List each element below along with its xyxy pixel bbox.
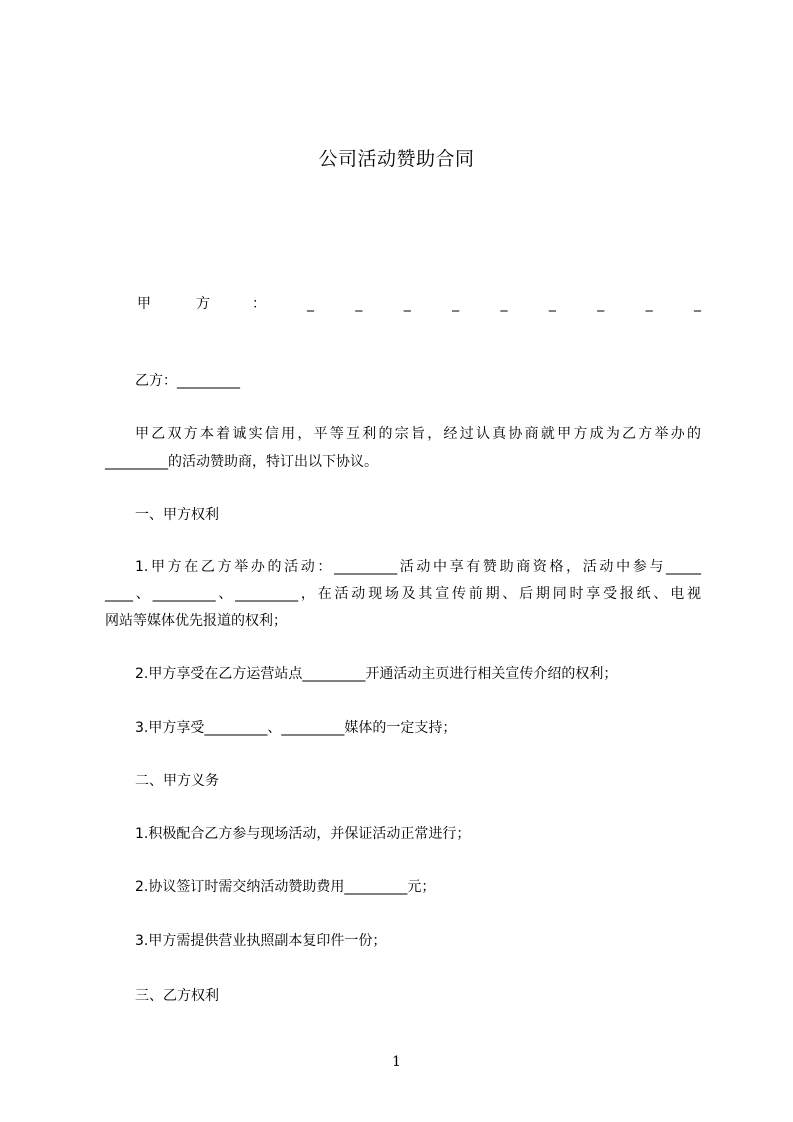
party-a-blank: _ xyxy=(452,296,460,312)
clause-2-2: 2.协议签订时需交纳活动赞助费用_________元； xyxy=(135,879,436,895)
party-a-blank: _ xyxy=(645,296,653,312)
page-number: 1 xyxy=(392,1054,401,1070)
preamble-line-1: 甲乙双方本着诚实信用，平等互利的宗旨，经过认真协商就甲方成为乙方举办的 xyxy=(135,426,701,442)
preamble-line-2: _________的活动赞助商，特订出以下协议。 xyxy=(105,454,378,470)
section-heading-party-a-rights: 一、甲方权利 xyxy=(135,507,219,523)
clause-2-3: 3.甲方需提供营业执照副本复印件一份； xyxy=(135,933,387,949)
party-a-blank: _ xyxy=(307,296,314,312)
party-a-blank: _ xyxy=(548,296,556,312)
clause-1-3: 3.甲方享受_________、_________媒体的一定支持； xyxy=(135,720,457,736)
clause-1-1-line-1: 1.甲方在乙方举办的活动：_________活动中享有赞助商资格，活动中参与_____ xyxy=(135,559,701,575)
party-a-line xyxy=(137,290,701,318)
party-b-line: 乙方：_________ xyxy=(135,373,240,389)
party-a-blanks xyxy=(307,290,701,318)
party-a-label-char2: 方 xyxy=(196,296,210,312)
section-heading-party-a-obligations: 二、甲方义务 xyxy=(135,773,219,789)
page-title: 公司活动赞助合同 xyxy=(318,148,475,170)
party-a-blank: _ xyxy=(500,296,508,312)
clause-1-1-line-2: ____、_________、_________，在活动现场及其宣传前期、后期同时享受报纸、电视 xyxy=(105,586,701,602)
party-a-colon: ： xyxy=(252,296,266,312)
section-heading-party-b-rights: 三、乙方权利 xyxy=(135,988,219,1004)
clause-1-1-line-3: 网站等媒体优先报道的权利； xyxy=(105,613,287,629)
party-a-blank: _ xyxy=(355,296,363,312)
party-a-blank: _ xyxy=(403,296,411,312)
party-a-blank: _ xyxy=(597,296,605,312)
party-a-blank: _ xyxy=(694,296,701,312)
party-a-label-char1: 甲 xyxy=(137,296,151,312)
clause-2-1: 1.积极配合乙方参与现场活动，并保证活动正常进行； xyxy=(135,826,471,842)
clause-1-2: 2.甲方享受在乙方运营站点_________开通活动主页进行相关宣传介绍的权利； xyxy=(135,666,618,682)
